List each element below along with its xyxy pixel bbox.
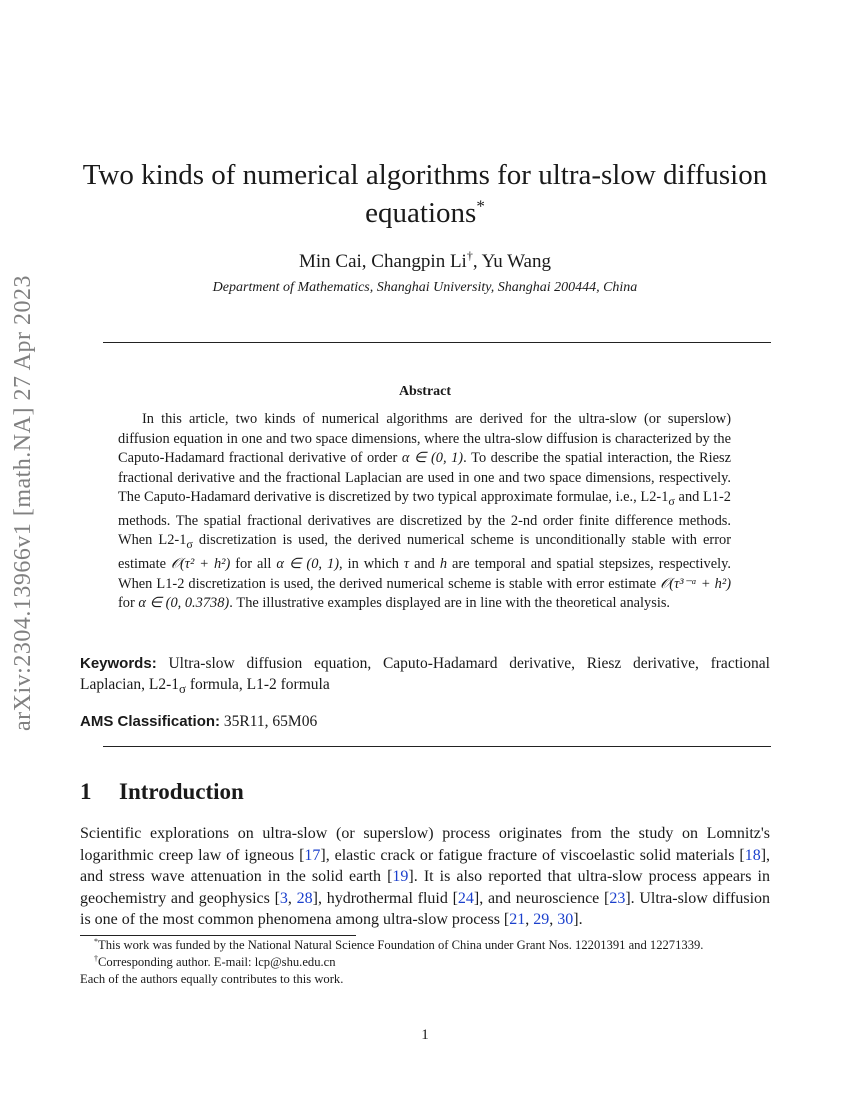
keywords	[80, 653, 770, 699]
section-title: Introduction	[119, 779, 244, 804]
citation-link[interactable]: 30	[557, 911, 574, 929]
title-footnote-mark[interactable]: *	[476, 196, 485, 216]
affiliation: Department of Mathematics, Shanghai University, Shanghai 200444, China	[212, 280, 638, 295]
math-alpha-range: α ∈ (0, 1)	[276, 555, 339, 572]
section-number: 1	[80, 779, 92, 804]
math-error-estimate: 𝒪(τ² + h²)	[170, 555, 231, 572]
abstract-text: . The illustrative examples displayed are in line with the theoretical analysis.	[229, 595, 671, 612]
authors-text: Min Cai, Changpin Li	[299, 251, 467, 272]
citation-link[interactable]: 19	[392, 868, 409, 886]
footnote-mark: *	[94, 936, 98, 946]
keywords-label: Keywords:	[80, 655, 157, 672]
arxiv-identifier-stamp: arXiv:2304.13966v1 [math.NA] 27 Apr 2023	[10, 275, 36, 731]
footnote-corresponding	[80, 954, 770, 971]
abstract-text: In this article, two kinds of numerical algorithms are derived for the ultra-slow (or superslow) diffusion equation in one and two space dimensions, where the ultra-slow diffusion is characterized by the Caputo-Hadamard fractional derivative of order	[118, 411, 731, 467]
math-h: h	[439, 555, 448, 572]
intro-text: , and neuroscience	[479, 889, 604, 907]
abstract-text: and L1-2 methods. The spatial fractional derivatives are discretized by the 2-nd order finite difference methods. When L2-1	[118, 489, 731, 549]
intro-text: . Ultra-slow diffusion is one of the most common phenomena among ultra-slow process	[80, 889, 771, 929]
section-heading	[80, 779, 244, 805]
math-alpha-range: α ∈ (0, 1)	[401, 450, 464, 467]
intro-text: . It is also reported that ultra-slow process appears in geochemistry and geophysics	[80, 868, 770, 907]
citation-link[interactable]: 21	[509, 911, 526, 929]
citation-link[interactable]: 3	[279, 889, 288, 907]
citation-link[interactable]: 29	[533, 911, 550, 929]
intro-text: , elastic crack or fatigue fracture of viscoelastic solid materials	[325, 846, 740, 864]
introduction-paragraph: Scientific explorations on ultra-slow (or superslow) process originates from the study on Lomnitz's logarithmic creep law of igneous [17], elastic crack or fatigue fracture of viscoelastic solid materials [18], and stress wave attenuation in the solid earth [19]. It is also reported that ultra-slow process appears in geochemistry and geophysics [3, 28], hydrothermal fluid [24], and neuroscience [23]. Ultra-slow diffusion is one of the most common phenomena among ultra-slow process [21, 29, 30].	[80, 825, 771, 929]
math-alpha-range: α ∈ (0, 0.3738)	[138, 595, 230, 612]
intro-text: , and stress wave attenuation in the solid earth	[80, 846, 771, 886]
footnote-text: Corresponding author. E-mail: lcp@shu.edu.cn	[98, 955, 336, 969]
abstract-text: for all	[230, 555, 277, 572]
paper-title	[80, 156, 770, 232]
citation-link[interactable]: 18	[744, 846, 761, 864]
abstract-heading: Abstract	[398, 384, 452, 399]
abstract-text: are temporal and spatial stepsizes, respectively. When L1-2 discretization is used, the derived numerical scheme is stable with error estimate	[118, 555, 731, 592]
page-number: 1	[421, 1027, 429, 1043]
ams-label: AMS Classification:	[80, 713, 221, 730]
abstract-text: , in which	[339, 555, 404, 572]
citation-link[interactable]: 28	[296, 889, 313, 907]
paper-title-text: Two kinds of numerical algorithms for ultra-slow diffusion equations	[82, 159, 768, 229]
header-divider	[103, 342, 771, 343]
ams-value: 35R11, 65M06	[223, 713, 318, 730]
abstract-text: . To describe the spatial interaction, the Riesz fractional derivative and the fractional Laplacian are used in one and two space dimensions, respectively. The Caputo-Hadamard derivative is discretized by two typical approximate formulae, i.e., L2-1	[118, 450, 731, 506]
citation-link[interactable]: 17	[304, 846, 321, 864]
footnote-text: This work was funded by the National Natural Science Foundation of China under Grant Nos. 12201391 and 12271339.	[98, 938, 704, 952]
intro-text: .	[578, 911, 583, 929]
keywords-text: Ultra-slow diffusion equation, Caputo-Hadamard derivative, Riesz derivative, fractional Laplacian, L2-1	[80, 655, 770, 693]
abstract-divider	[103, 746, 771, 747]
authors-text-tail: , Yu Wang	[472, 251, 551, 272]
math-sigma-subscript: σ	[178, 681, 186, 697]
footnote-contribution: Each of the authors equally contributes to this work.	[80, 972, 344, 986]
math-sigma-subscript: σ	[186, 537, 193, 552]
author-list	[80, 248, 770, 273]
math-tau: τ	[403, 555, 410, 572]
footnote-divider	[80, 935, 356, 936]
abstract-text: and	[409, 555, 440, 572]
footnote-funding	[80, 937, 770, 954]
ams-classification	[80, 713, 770, 731]
intro-text: , hydrothermal fluid	[317, 889, 453, 907]
math-error-estimate: 𝒪(τ³⁻ᵅ + h²)	[660, 575, 731, 592]
corresponding-author-mark[interactable]: †	[466, 248, 473, 263]
citation-link[interactable]: 23	[609, 889, 626, 907]
abstract-body	[118, 410, 731, 614]
abstract-text: for	[118, 595, 139, 612]
keywords-text: formula, L1-2 formula	[185, 676, 330, 693]
intro-text: Scientific explorations on ultra-slow (or superslow) process originates from the study on Lomnitz's logarithmic creep law of igneous	[80, 825, 770, 864]
footnotes	[80, 937, 770, 988]
math-sigma-subscript: σ	[668, 494, 675, 509]
abstract-text: discretization is used, the derived numerical scheme is unconditionally stable with error estimate	[118, 532, 731, 572]
footnote-mark: †	[94, 953, 98, 963]
citation-link[interactable]: 24	[457, 889, 474, 907]
